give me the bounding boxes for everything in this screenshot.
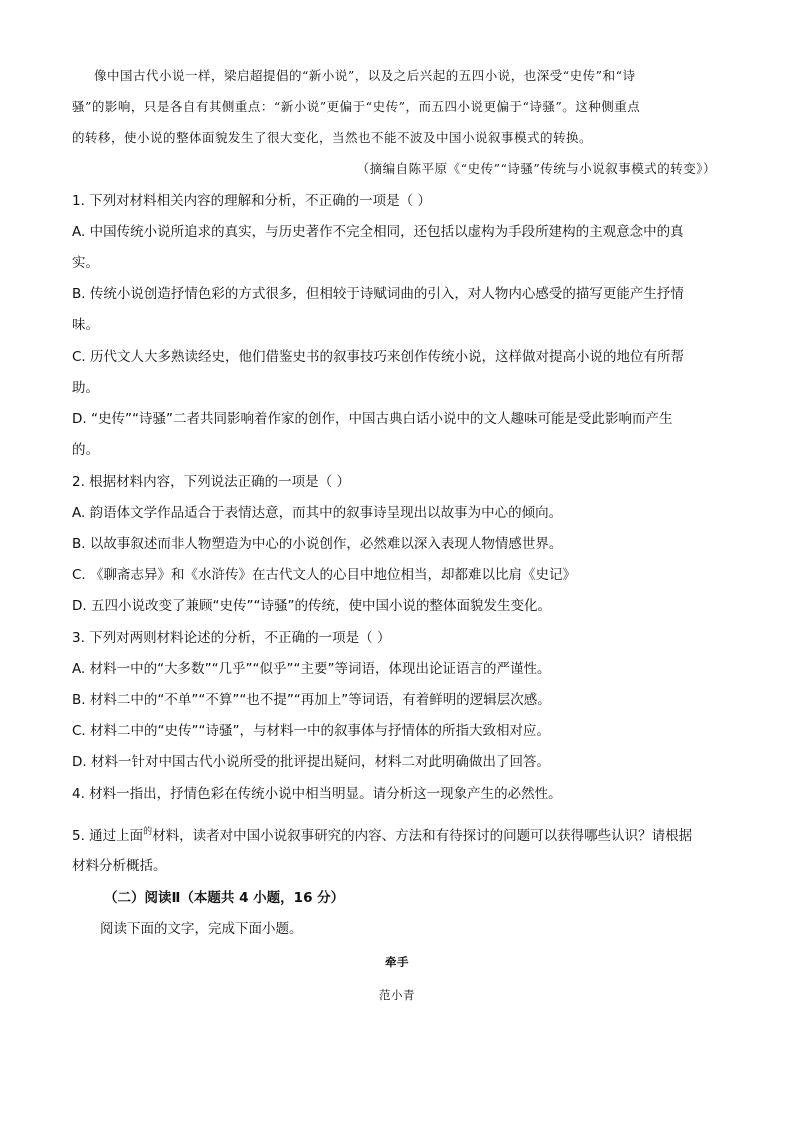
question-3-option-a: A. 材料一中的“大多数”“几乎”“似乎”“主要”等词语，体现出论证语言的严谨性。 — [72, 661, 551, 677]
question-4-stem: 4. 材料一指出，抒情色彩在传统小说中相当明显。请分析这一现象产生的必然性。 — [72, 786, 562, 802]
question-3-stem: 3. 下列对两则材料论述的分析，不正确的一项是（ ） — [72, 630, 391, 646]
question-1-option-d: D. “史传”“诗骚”二者共同影响着作家的创作，中国古典白话小说中的文人趣味可能是受此影响而产生 — [72, 411, 673, 427]
question-5-stem-pre: 5. 通过上面 — [72, 828, 144, 844]
passage-line-2: 骚”的影响，只是各自有其侧重点：“新小说”更偏于“史传”，而五四小说更偏于“诗骚”。这种侧重点 — [72, 99, 641, 114]
story-title: 牵手 — [385, 955, 409, 969]
question-3-option-c: C. 材料二中的“史传”“诗骚”，与材料一中的叙事体与抒情体的所指大致相对应。 — [72, 723, 550, 739]
question-1-option-b-cont: 味。 — [72, 317, 99, 333]
question-1-option-a-cont: 实。 — [72, 255, 99, 271]
question-5-superscript: 的 — [143, 827, 153, 837]
question-1-stem: 1. 下列对材料相关内容的理解和分析，不正确的一项是（ ） — [72, 193, 431, 209]
passage-source: （摘编自陈平原《“史传”“诗骚”传统与小说叙事模式的转变》） — [356, 161, 716, 176]
question-2-option-c: C. 《聊斋志异》和《水浒传》在古代文人的心目中地位相当，却都难以比肩《史记》 — [72, 567, 577, 583]
question-1-option-a: A. 中国传统小说所追求的真实，与历史著作不完全相同，还包括以虚构为手段所建构的主观意念中的真 — [72, 224, 684, 240]
section-2-heading: （二）阅读Ⅱ（本题共 4 小题，16 分） — [104, 890, 345, 906]
question-3-option-b: B. 材料二中的“不单”“不算”“也不提”“再加上”等词语，有着鲜明的逻辑层次感。 — [72, 692, 551, 708]
question-5-stem-cont: 材料分析概括。 — [72, 858, 167, 874]
section-2-instruction: 阅读下面的文字，完成下面小题。 — [100, 921, 303, 937]
question-5-stem-post: 材料，读者对中国小说叙事研究的内容、方法和有待探讨的问题可以获得哪些认识？请根据 — [152, 828, 693, 844]
passage-line-1: 像中国古代小说一样，梁启超提倡的“新小说”，以及之后兴起的五四小说，也深受“史传”和“诗 — [94, 68, 636, 83]
question-2-option-d: D. 五四小说改变了兼顾“史传”“诗骚”的传统，使中国小说的整体面貌发生变化。 — [72, 598, 551, 614]
question-1-option-b: B. 传统小说创造抒情色彩的方式很多，但相较于诗赋词曲的引入，对人物内心感受的描写更能产生抒情 — [72, 286, 684, 302]
question-5-stem — [72, 822, 692, 846]
story-author: 范小青 — [379, 988, 415, 1002]
question-1-option-d-cont: 的。 — [72, 442, 99, 458]
question-2-option-b: B. 以故事叙述而非人物塑造为中心的小说创作，必然难以深入表现人物情感世界。 — [72, 536, 563, 552]
question-2-option-a: A. 韵语体文学作品适合于表情达意，而其中的叙事诗呈现出以故事为中心的倾向。 — [72, 505, 563, 521]
question-2-stem: 2. 根据材料内容，下列说法正确的一项是（ ） — [72, 474, 350, 490]
question-3-option-d: D. 材料一针对中国古代小说所受的批评提出疑问，材料二对此明确做出了回答。 — [72, 754, 550, 770]
passage-line-3: 的转移，使小说的整体面貌发生了很大变化，当然也不能不波及中国小说叙事模式的转换。 — [72, 130, 593, 145]
question-1-option-c: C. 历代文人大多熟读经史，他们借鉴史书的叙事技巧来创作传统小说，这样做对提高小说的地位有所帮 — [72, 349, 685, 365]
question-1-option-c-cont: 助。 — [72, 380, 99, 396]
